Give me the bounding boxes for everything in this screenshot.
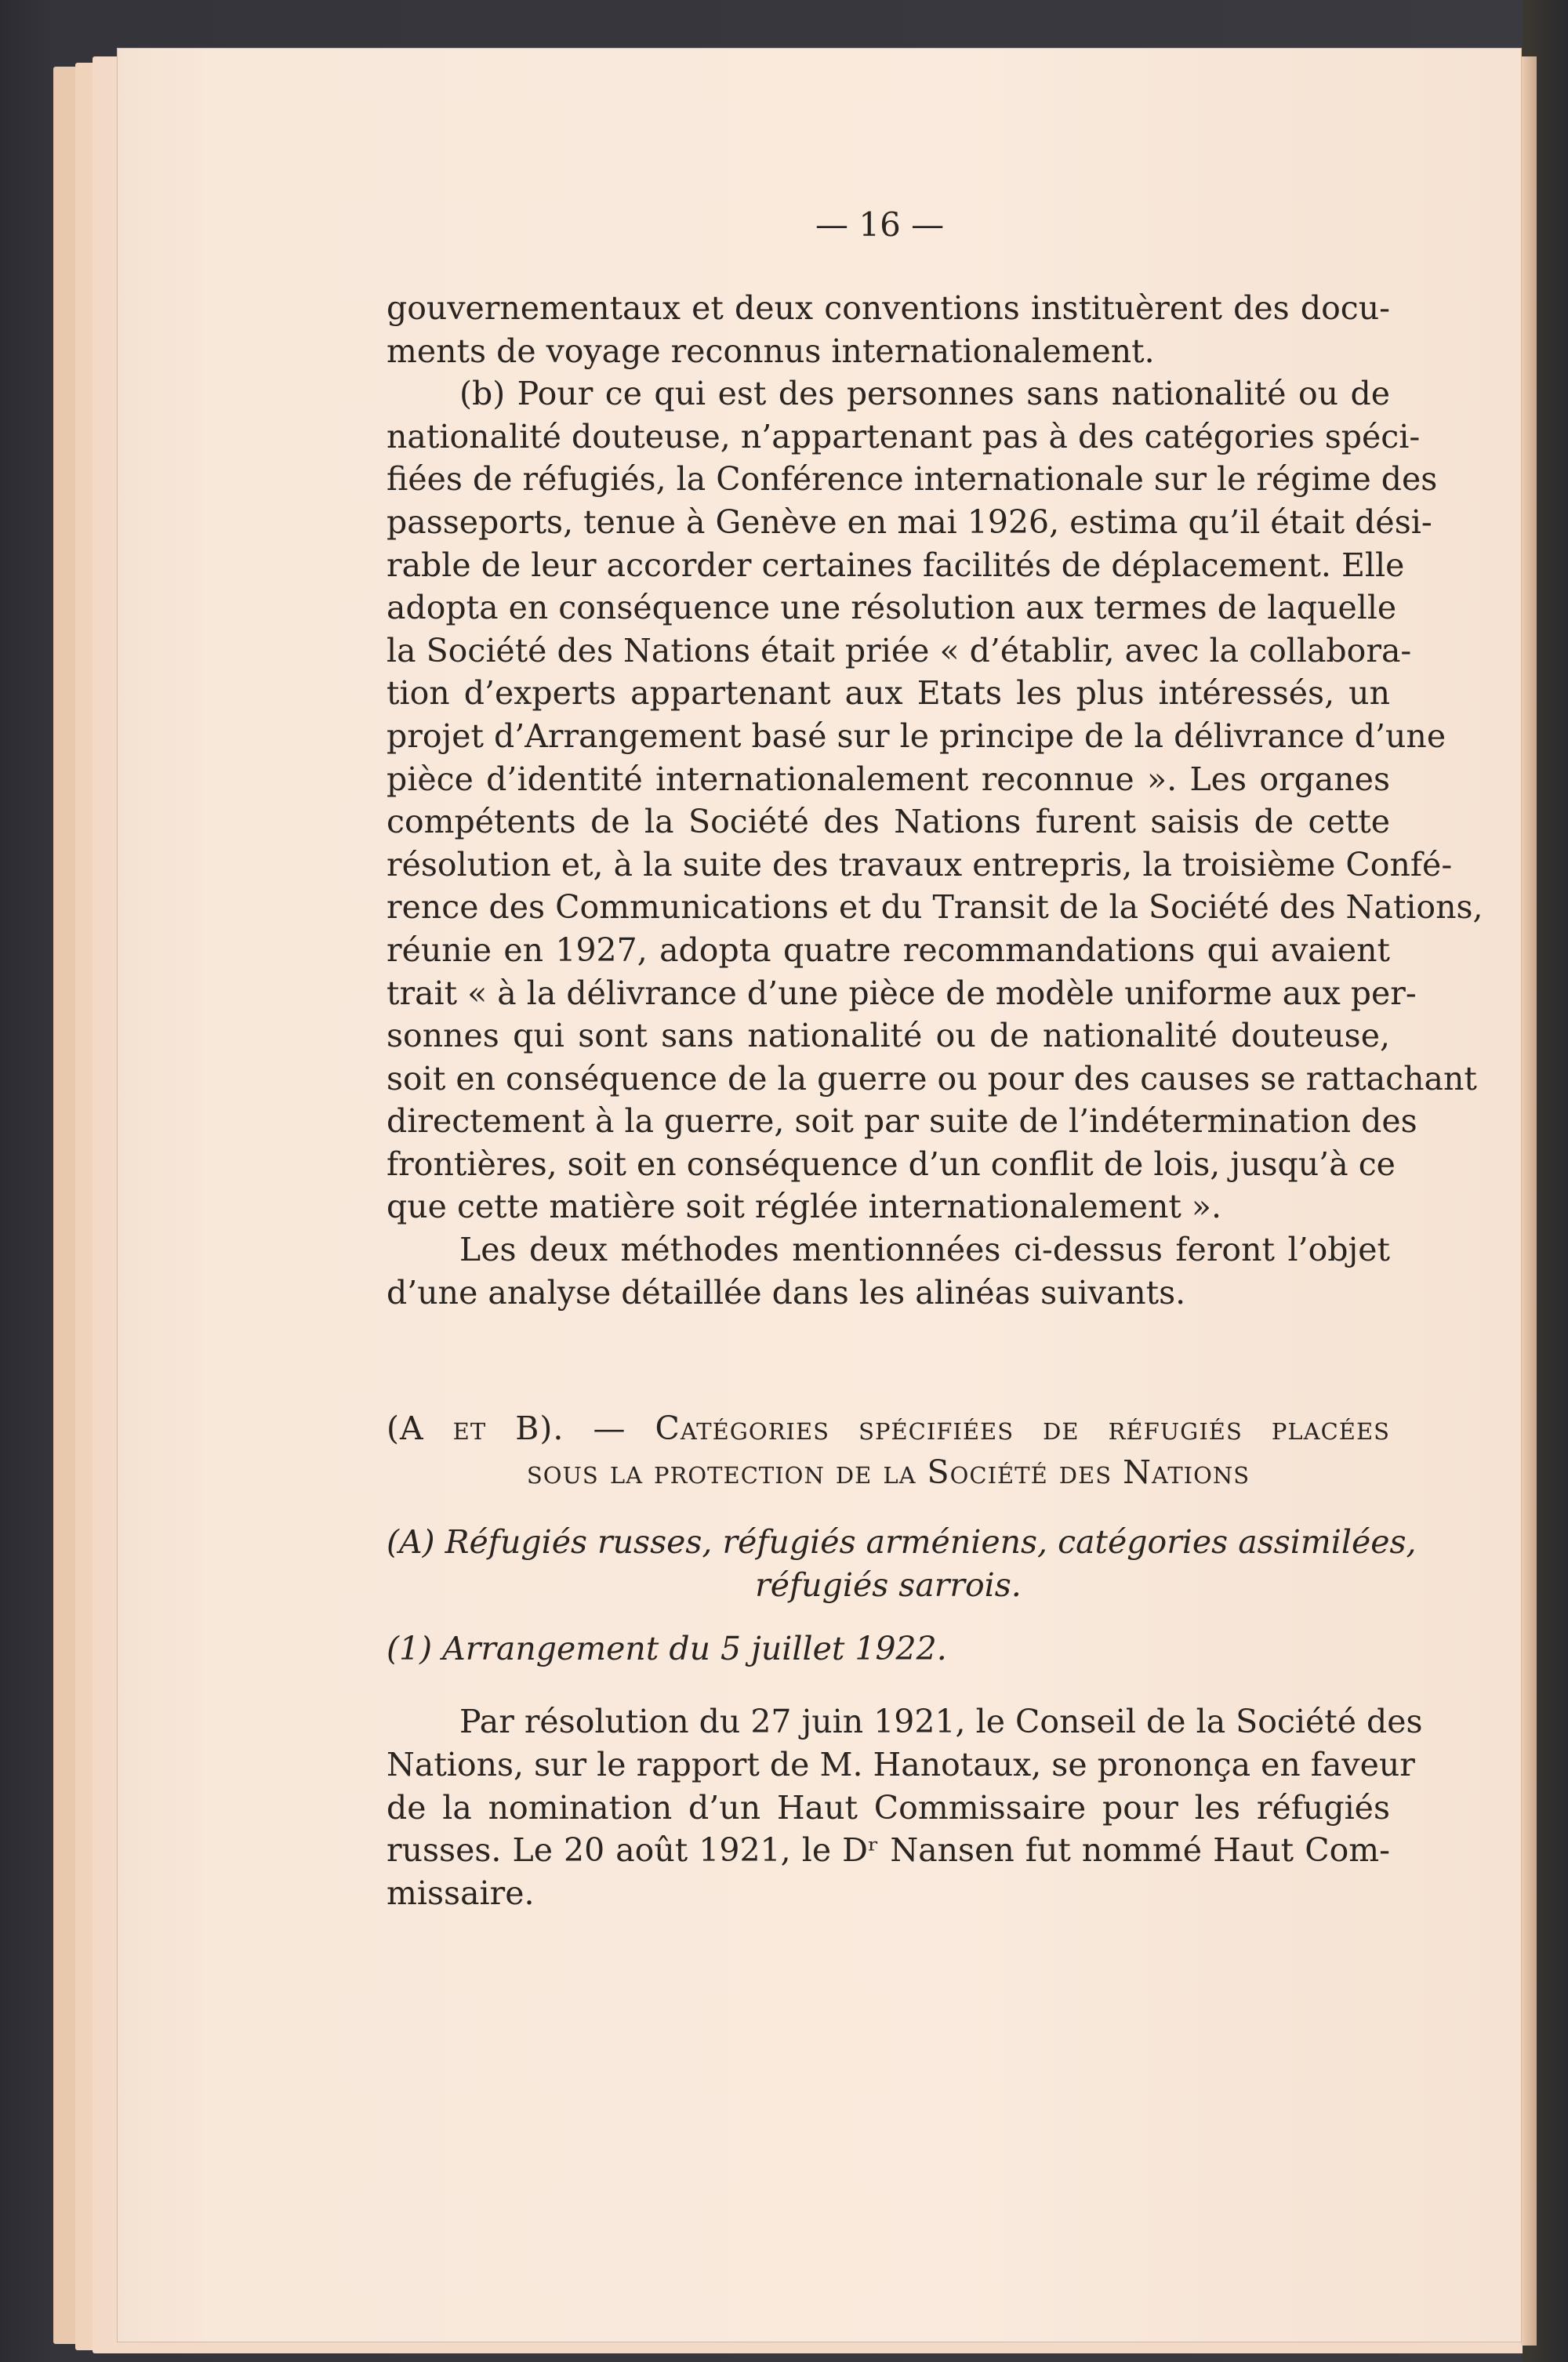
heading-line	[387, 1521, 1417, 1564]
text-line: rable de leur accorder certaines facilités de déplacement. Elle	[387, 546, 1405, 584]
text-line: pièce d’identité internationalement reconnue ». Les organes	[387, 760, 1390, 798]
text-line: réunie en 1927, adopta quatre recommandations qui avaient	[387, 931, 1390, 969]
text-line: trait « à la délivrance d’une pièce de modèle uniforme aux per-	[387, 974, 1417, 1012]
text-line: sonnes qui sont sans nationalité ou de nationalité douteuse,	[387, 1017, 1390, 1055]
text-line: gouvernementaux et deux conventions instituèrent des docu-	[387, 289, 1390, 327]
text-line: (b) Pour ce qui est des personnes sans nationalité ou de	[459, 375, 1390, 413]
heading-line: sous la protection de la Société des Nations	[526, 1453, 1250, 1492]
text-line: la Société des Nations était priée « d’établir, avec la collabora-	[387, 631, 1412, 669]
text-line: compétents de la Société des Nations furent saisis de cette	[387, 803, 1390, 841]
text-line: résolution et, à la suite des travaux entrepris, la troisième Confé-	[387, 845, 1453, 883]
text-line: Les deux méthodes mentionnées ci-dessus feront l’objet	[459, 1231, 1390, 1269]
text-line: missaire.	[387, 1874, 535, 1912]
paragraph-2	[387, 372, 1483, 1228]
section-heading	[387, 1406, 1390, 1494]
text-line: que cette matière soit réglée internationalement ».	[387, 1188, 1221, 1226]
text-line: frontières, soit en conséquence d’un conflit de lois, jusqu’à ce	[387, 1145, 1396, 1183]
next-page-edge	[1521, 56, 1537, 2346]
paragraph-4	[387, 1700, 1423, 1914]
text-line: rence des Communications et du Transit de la Société des Nations,	[387, 888, 1483, 927]
paragraph-3	[387, 1228, 1390, 1314]
text-line: Par résolution du 27 juin 1921, le Conseil de la Société des	[459, 1703, 1423, 1741]
text-line: adopta en conséquence une résolution aux termes de laquelle	[387, 589, 1397, 627]
page-number: — 16 —	[815, 205, 945, 244]
subsection-a-line-1: (A) Réfugiés russes, réfugiés arméniens, catégories assimilées,	[387, 1523, 1417, 1562]
subsection-a-heading	[387, 1521, 1417, 1606]
text-line: soit en conséquence de la guerre ou pour des causes se rattachant	[387, 1059, 1477, 1098]
text-line: nationalité douteuse, n’appartenant pas à des catégories spéci-	[387, 417, 1421, 455]
text-line: russes. Le 20 août 1921, le Dʳ Nansen fut nommé Haut Com-	[387, 1831, 1390, 1870]
text-line: tion d’experts appartenant aux Etats les plus intéressés, un	[387, 674, 1390, 713]
text-line: fiées de réfugiés, la Conférence internationale sur le régime des	[387, 460, 1438, 499]
heading-line: (A et B). — Catégories spécifiées de réfugiés placées	[387, 1410, 1390, 1448]
subsection-a-line-2: réfugiés sarrois.	[755, 1566, 1022, 1604]
text-line: passeports, tenue à Genève en mai 1926, estima qu’il était dési-	[387, 503, 1432, 541]
paragraph-1	[387, 287, 1390, 372]
text-line: de la nomination d’un Haut Commissaire pour les réfugiés	[387, 1788, 1390, 1827]
text-line: projet d’Arrangement basé sur le principe de la délivrance d’une	[387, 717, 1446, 755]
text-block	[387, 287, 1483, 1914]
subsection-1-heading	[387, 1627, 1390, 1671]
text-line: d’une analyse détaillée dans les alinéas suivants.	[387, 1273, 1186, 1312]
text-line: directement à la guerre, soit par suite de l’indétermination des	[387, 1102, 1417, 1141]
subsection-1-line: (1) Arrangement du 5 juillet 1922.	[387, 1630, 947, 1668]
text-line: Nations, sur le rapport de M. Hanotaux, se prononça en faveur	[387, 1746, 1415, 1784]
text-line: ments de voyage reconnus internationalement.	[387, 332, 1155, 370]
